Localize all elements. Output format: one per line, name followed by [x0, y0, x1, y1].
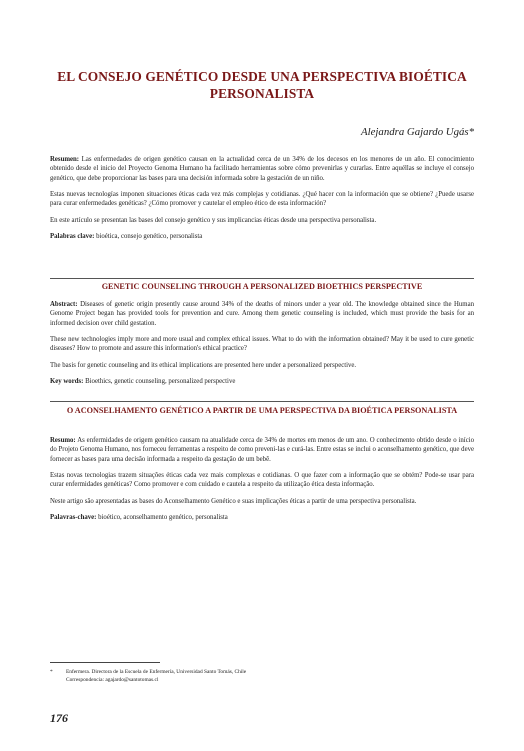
key-words-label: Key words: — [50, 377, 84, 385]
resumen-paragraph-2: Estas nuevas tecnologías imponen situaciones éticas cada vez más complejas y cotidianas. ¿Qué hacer con la información que se obtiene? ¿Puede usarse para curar enfermedades genéticas? ¿Cómo promover y cautelar el empleo ético de esta información? — [50, 191, 474, 208]
footnote-lines — [66, 668, 246, 684]
footnote-mark: * — [50, 669, 53, 675]
portuguese-abstract-section — [50, 436, 474, 529]
footnote-divider — [50, 662, 160, 663]
footnote-affiliation: Enfermera. Directora de la Escuela de Enfermería, Universidad Santo Tomás, Chile — [66, 669, 247, 675]
palabras-clave-label: Palabras clave: — [50, 232, 95, 240]
section-divider-portuguese — [50, 401, 474, 402]
key-words-text: Bioethics, genetic counseling, personalized perspective — [85, 377, 236, 385]
abstract-text: Diseases of genetic origin presently cause around 34% of the deaths of minors under a year old. The knowledge obtained since the Human Genome Project began has provided tools for prevention and cure. Among them genetic counseling is included, which must provide the basis for an informed decision over child gestation. — [50, 301, 474, 327]
abstract-label: Abstract: — [50, 301, 78, 308]
resumo-paragraph-3: Neste artigo são apresentadas as bases do Aconselhamento Genético e suas implicações éticas a partir de uma perspectiva personalista. — [50, 497, 417, 505]
resumo-paragraph-2: Estas novas tecnologias trazem situações éticas cada vez mais complexas e cotidianas. O que fazer com a informação que se obtém? Pode-se usar para curar enfermidades genéticas? Como promover e com cuidado e cautela a respeito da utilização ética desta informação. — [50, 472, 474, 489]
spanish-abstract-section — [50, 155, 474, 248]
resumo-label: Resumo: — [50, 437, 76, 444]
palabras-clave — [50, 232, 474, 241]
resumen-paragraph-3: En este artículo se presentan las bases del consejo genético y sus implicancias éticas desde una perspectiva personalista. — [50, 216, 377, 224]
palavras-chave-text: bioético, aconselhamento genético, personalista — [98, 513, 228, 521]
abstract-paragraph-3: The basis for genetic counseling and its ethical implications are presented here under a personalized perspective. — [50, 361, 357, 369]
author-name: Alejandra Gajardo Ugás* — [361, 126, 474, 138]
palavras-chave-label: Palavras-chave: — [50, 513, 97, 521]
portuguese-section-heading: O ACONSELHAMENTO GENÉTICO A PARTIR DE UMA PERSPECTIVA DA BIOÉTICA PERSONALISTA — [66, 406, 458, 415]
resumo-paragraph — [50, 436, 474, 464]
resumen-text: Las enfermedades de origen genético causan en la actualidad cerca de un 34% de los decesos en los menores de un año. El conocimiento obtenido desde el inicio del Proyecto Genoma Humano ha facilitado herramientas sobre cómo prevenirlas y curarlas. Entre aquéllas se incluye el consejo genético, que debe proporcionar las bases para una decisión informada sobre la gestación de un niño. — [50, 156, 474, 182]
key-words — [50, 377, 474, 386]
palabras-clave-text: bioética, consejo genético, personalista — [96, 232, 203, 240]
author-footnote — [50, 668, 474, 684]
footnote-correspondence: Correspondencia: agajardo@santotomas.cl — [66, 677, 159, 683]
abstract-paragraph — [50, 300, 474, 328]
section-divider-english — [50, 278, 474, 279]
english-section-heading: GENETIC COUNSELING THROUGH A PERSONALIZED BIOETHICS PERSPECTIVE — [101, 282, 423, 291]
english-abstract-section — [50, 300, 474, 393]
abstract-paragraph-2: These new technologies imply more and more usual and complex ethical issues. What to do with the information obtained? May it be used to cure genetic diseases? How to promote and assure this information's ethical practice? — [50, 336, 474, 353]
palavras-chave — [50, 513, 474, 522]
page-number: 176 — [50, 711, 68, 725]
resumen-label: Resumen: — [50, 156, 80, 163]
resumen-paragraph — [50, 155, 474, 183]
article-title: EL CONSEJO GENÉTICO DESDE UNA PERSPECTIVA BIOÉTICA PERSONALISTA — [57, 69, 467, 101]
resumo-text: As enfermidades de origem genético causam na atualidade cerca de 34% de mortes em menos de um ano. O conhecimento obtido desde o início do Projeto Genoma Humano, nos forneceu ferramentas a respeito de como preveni-las e curá-las. Entre estas se inclui o aconselhamento genético, que deve fornecer as bases para uma decisão informada a respeito da gestação de um bebê. — [50, 437, 474, 463]
